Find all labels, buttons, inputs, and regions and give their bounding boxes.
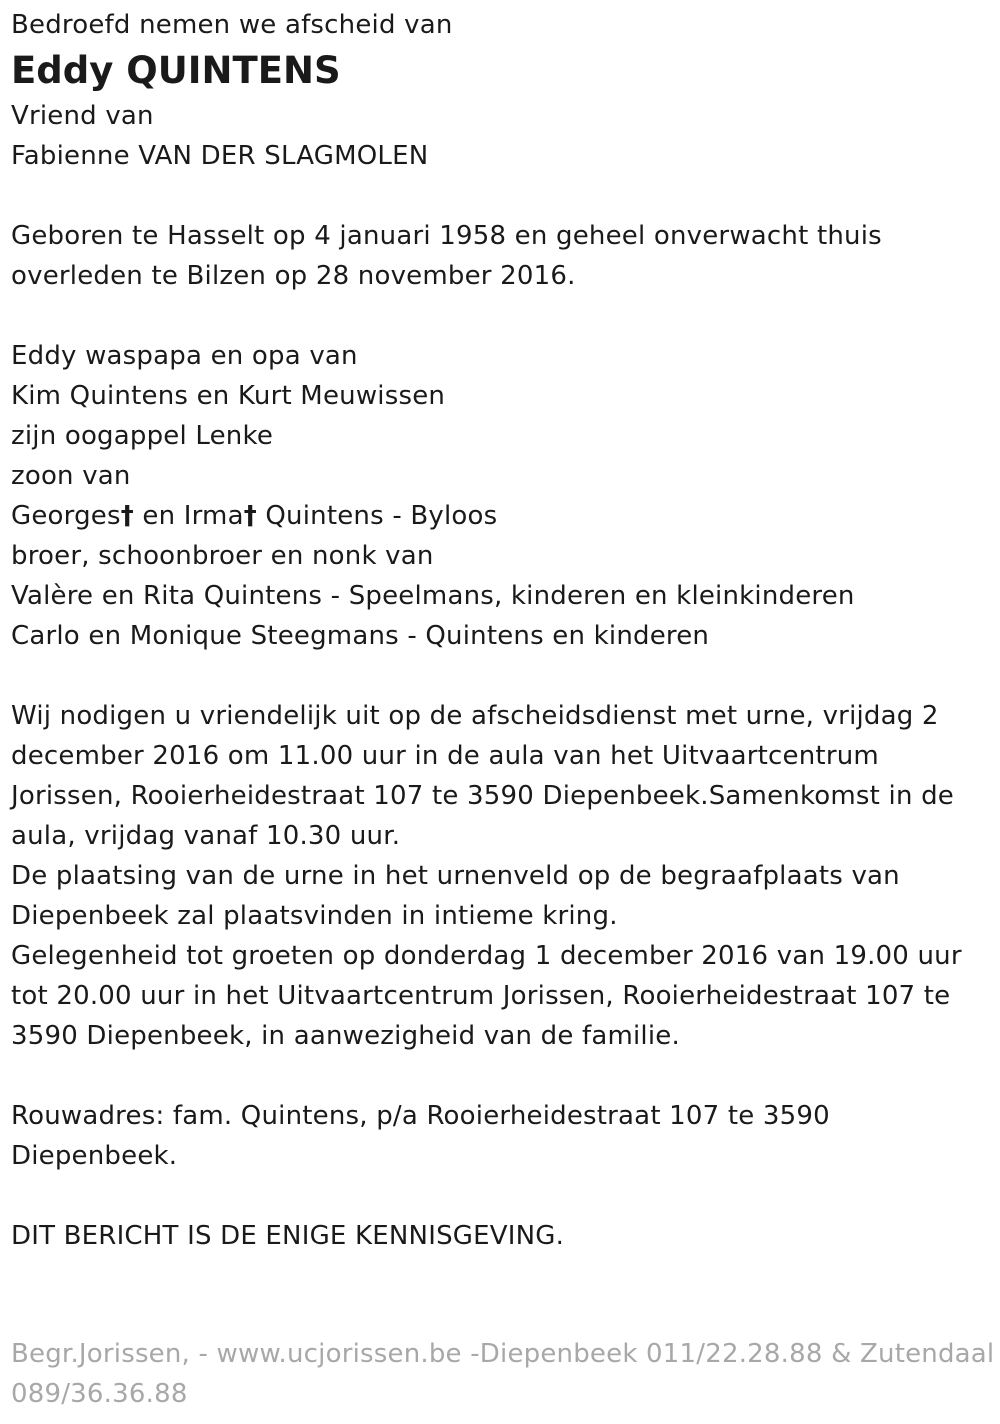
spacer [11,1176,991,1216]
footer-line: Begr.Jorissen, - www.ucjorissen.be -Diepenbeek 011/22.28.88 & Zutendaal [11,1339,995,1369]
mourning-address-line: Rouwadres: fam. Quintens, p/a Rooierheidestraat 107 te 3590 [11,1101,830,1131]
birth-death-line: Geboren te Hasselt op 4 januari 1958 en geheel onverwacht thuis [11,221,882,251]
death-notice [11,5,991,1256]
son-of-label: zoon van [11,461,131,491]
children-line: Kim Quintens en Kurt Meuwissen [11,381,446,411]
ceremony-line: tot 20.00 uur in het Uitvaartcentrum Jorissen, Rooierheidestraat 107 te [11,981,951,1011]
spacer [11,176,991,216]
ceremony-line: Gelegenheid tot groeten op donderdag 1 december 2016 van 19.00 uur [11,941,962,971]
parents-line [11,496,991,536]
ceremony-line: december 2016 om 11.00 uur in de aula van het Uitvaartcentrum [11,741,879,771]
spacer [11,296,991,336]
mourning-address-line: Diepenbeek. [11,1141,178,1171]
ceremony-line: Wij nodigen u vriendelijk uit op de afscheidsdienst met urne, vrijdag 2 [11,701,939,731]
siblings-label: broer, schoonbroer en nonk van [11,541,434,571]
ceremony-line: Jorissen, Rooierheidestraat 107 te 3590 Diepenbeek.Samenkomst in de [11,781,954,811]
footer-line: 089/36.36.88 [11,1379,188,1409]
cross-icon: † [120,501,134,531]
deceased-name: Eddy QUINTENS [11,49,341,92]
partner-name: Fabienne VAN DER SLAGMOLEN [11,141,429,171]
ceremony-line: 3590 Diepenbeek, in aanwezigheid van de familie. [11,1021,680,1051]
birth-death-line: overleden te Bilzen op 28 november 2016. [11,261,576,291]
sibling-line: Valère en Rita Quintens - Speelmans, kinderen en kleinkinderen [11,581,855,611]
only-notice-text: DIT BERICHT IS DE ENIGE KENNISGEVING. [11,1221,565,1251]
father-line: Eddy waspapa en opa van [11,341,358,371]
cross-icon: † [243,501,257,531]
mother-name: en Irma [142,501,244,531]
sibling-line: Carlo en Monique Steegmans - Quintens en kinderen [11,621,710,651]
parents-surname: Quintens - Byloos [265,501,498,531]
spacer [11,656,991,696]
spacer [11,1056,991,1096]
grandchild-line: zijn oogappel Lenke [11,421,274,451]
ceremony-line: aula, vrijdag vanaf 10.30 uur. [11,821,401,851]
ceremony-line: Diepenbeek zal plaatsvinden in intieme kring. [11,901,618,931]
ceremony-line: De plaatsing van de urne in het urnenveld op de begraafplaats van [11,861,900,891]
father-name: Georges [11,501,121,531]
funeral-home-footer [11,1334,995,1414]
intro-text: Bedroefd nemen we afscheid van [11,10,453,40]
partner-label: Vriend van [11,101,154,131]
